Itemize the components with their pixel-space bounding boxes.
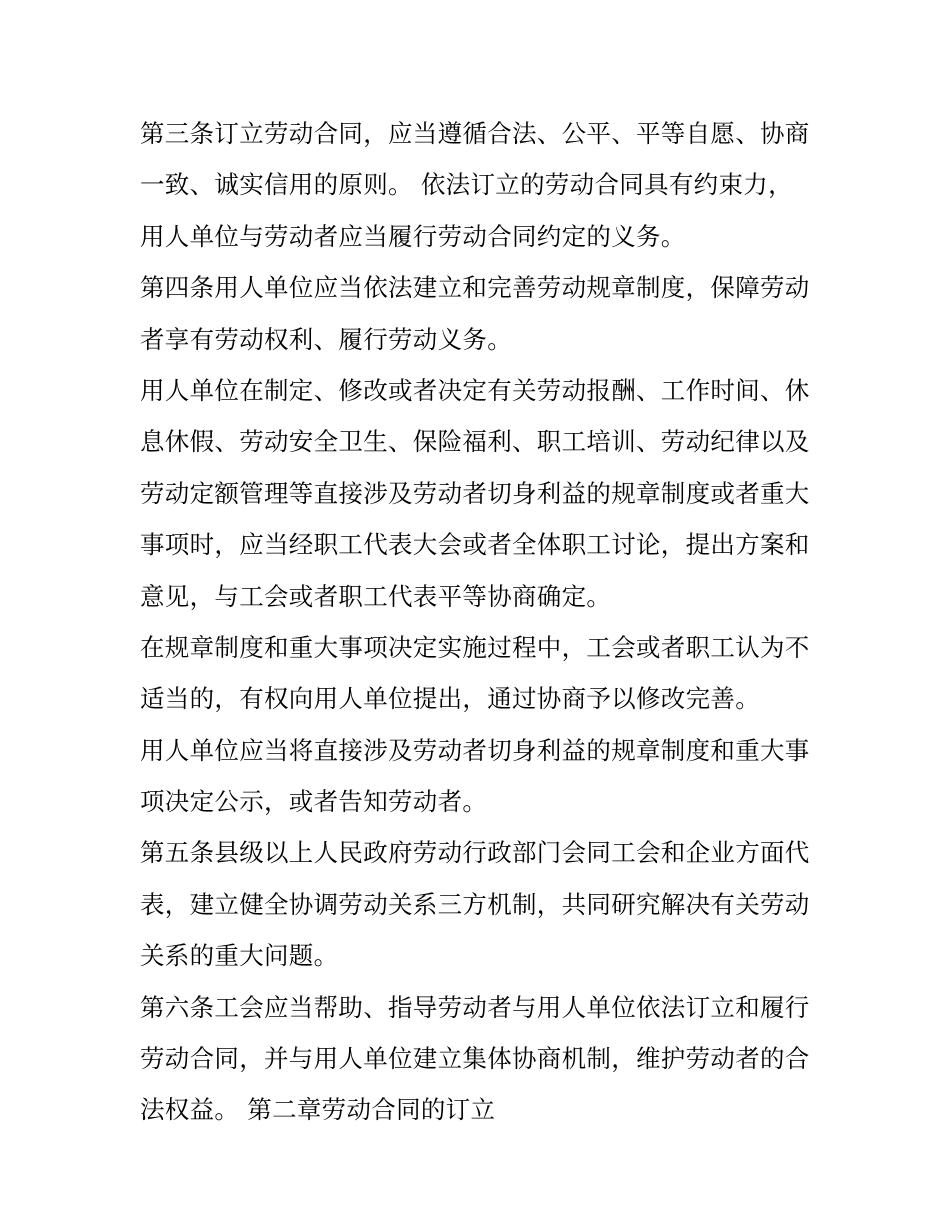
text-line: 劳动定额管理等直接涉及劳动者切身利益的规章制度或者重大	[140, 478, 810, 508]
text-line: 息休假、劳动安全卫生、保险福利、职工培训、劳动纪律以及	[140, 427, 810, 457]
document-body	[140, 108, 820, 1136]
text-line: 第六条工会应当帮助、指导劳动者与用人单位依法订立和履行	[140, 992, 810, 1022]
text-line: 用人单位应当将直接涉及劳动者切身利益的规章制度和重大事	[140, 735, 810, 765]
text-line: 用人单位在制定、修改或者决定有关劳动报酬、工作时间、休	[140, 375, 810, 405]
text-line: 表，建立健全协调劳动关系三方机制，共同研究解决有关劳动	[140, 889, 810, 919]
text-line: 劳动合同，并与用人单位建立集体协商机制，维护劳动者的合	[140, 1044, 810, 1074]
text-line: 第五条县级以上人民政府劳动行政部门会同工会和企业方面代	[140, 838, 810, 868]
text-line: 适当的，有权向用人单位提出，通过协商予以修改完善。	[140, 684, 760, 714]
text-line: 项决定公示，或者告知劳动者。	[140, 787, 488, 817]
text-line: 法权益。 第二章劳动合同的订立	[140, 1095, 496, 1125]
text-line: 者享有劳动权利、履行劳动义务。	[140, 324, 512, 354]
text-line: 在规章制度和重大事项决定实施过程中，工会或者职工认为不	[140, 632, 810, 662]
text-line: 用人单位与劳动者应当履行劳动合同约定的义务。	[140, 221, 686, 251]
text-line: 第四条用人单位应当依法建立和完善劳动规章制度，保障劳动	[140, 273, 810, 303]
text-line: 意见，与工会或者职工代表平等协商确定。	[140, 581, 612, 611]
text-line: 关系的重大问题。	[140, 941, 339, 971]
text-line: 第三条订立劳动合同，应当遵循合法、公平、平等自愿、协商	[140, 119, 810, 148]
text-line: 事项时，应当经职工代表大会或者全体职工讨论，提出方案和	[140, 530, 810, 560]
text-line: 一致、诚实信用的原则。 依法订立的劳动合同具有约束力，	[140, 170, 793, 200]
